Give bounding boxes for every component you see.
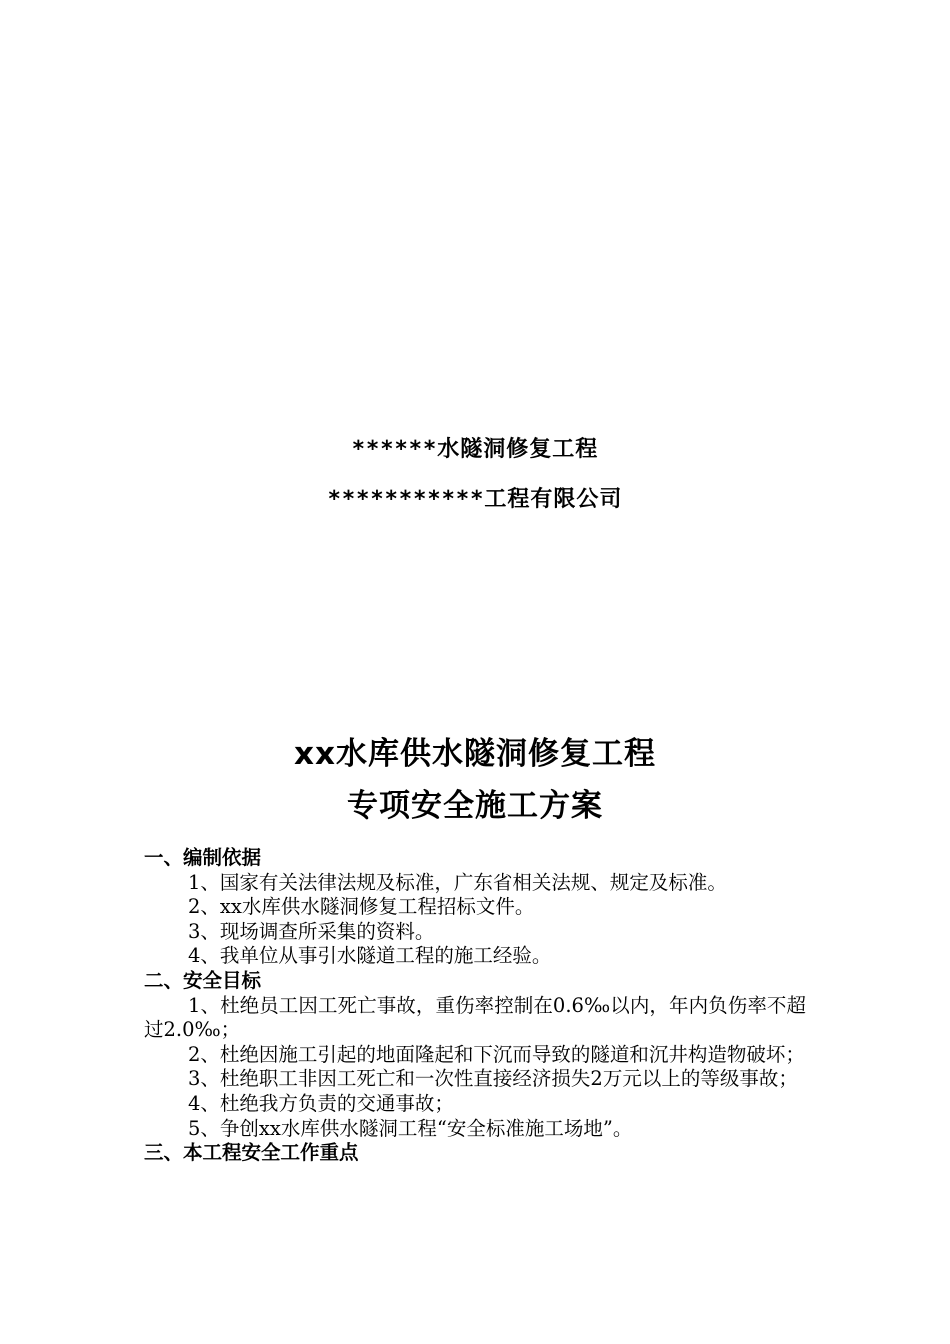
list-item: 3、现场调查所采集的资料。: [188, 919, 435, 943]
list-item: 4、我单位从事引水隧道工程的施工经验。: [188, 944, 552, 968]
list-item: 2、杜绝因施工引起的地面隆起和下沉而导致的隧道和沉井构造物破坏；: [188, 1042, 805, 1066]
list-item: 1、杜绝员工因工死亡事故，重伤率控制在0.6‰以内，年内负伤率不超过2.0‰；: [144, 993, 806, 1042]
list-item: 1、国家有关法律法规及标准，广东省相关法规、规定及标准。: [188, 870, 727, 894]
section-heading-key-points: 三、本工程安全工作重点: [144, 1141, 359, 1165]
cover-company-name: ***********工程有限公司: [327, 487, 623, 512]
document-title: xx水库供水隧洞修复工程: [294, 736, 656, 772]
list-item: 5、争创xx水库供水隧洞工程“安全标准施工场地”。: [188, 1116, 633, 1140]
list-item: 4、杜绝我方负责的交通事故；: [188, 1091, 454, 1115]
document-subtitle: 专项安全施工方案: [347, 788, 603, 824]
section-heading-safety-goals: 二、安全目标: [144, 968, 262, 992]
section-heading-basis: 一、编制依据: [144, 846, 262, 869]
cover-project-name: ******水隧洞修复工程: [351, 437, 599, 462]
document-body: [144, 846, 806, 1166]
list-item: 2、xx水库供水隧洞修复工程招标文件。: [188, 895, 535, 919]
list-item: 3、杜绝职工非因工死亡和一次性直接经济损失2万元以上的等级事故；: [188, 1067, 798, 1091]
